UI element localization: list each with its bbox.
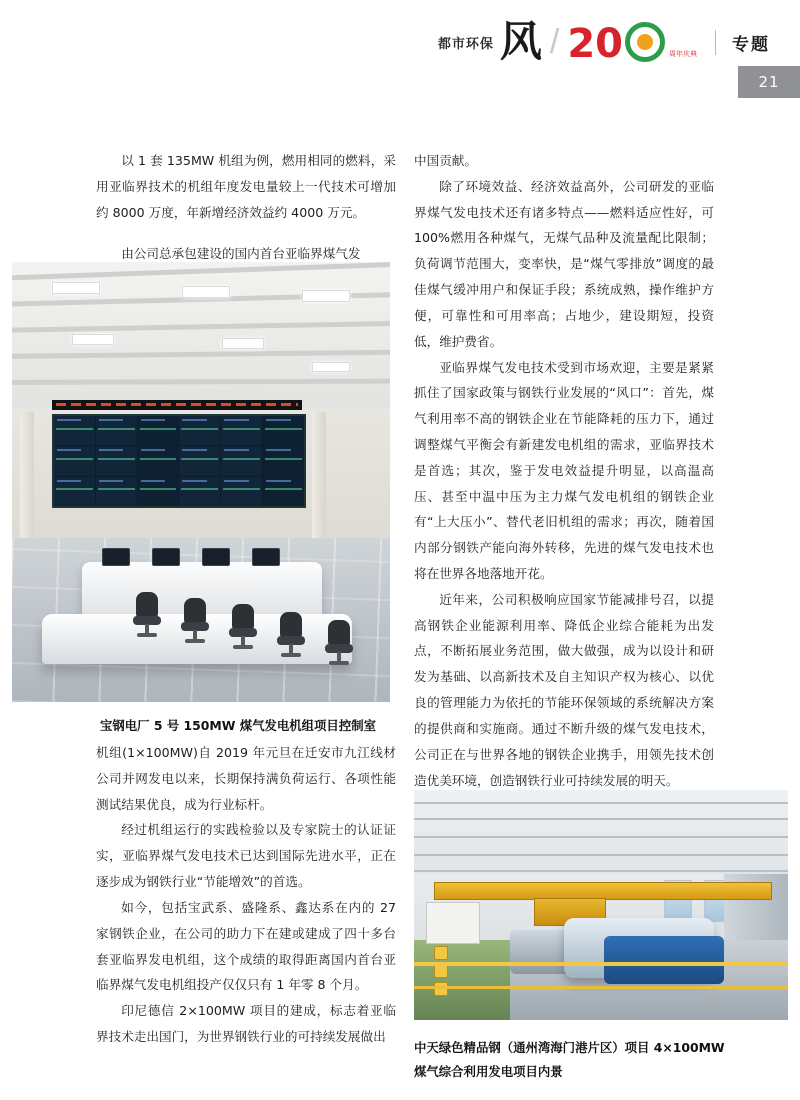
- paragraph: 中国贡献。: [414, 153, 477, 168]
- control-room-photo: [12, 262, 390, 702]
- control-panel: [426, 902, 480, 944]
- anniversary-subtitle: 周年庆典: [669, 51, 697, 58]
- figure-control-room: [12, 262, 390, 702]
- paragraph: 除了环境效益、经济效益高外，公司研发的亚临界煤气发电技术还有诸多特点——燃料适应性好，可100%燃用各种煤气，无煤气品种及流量配比限制；负荷调节范围大，变率快，是“煤气零排放”调度的最佳煤气缓冲用户和保证手段；系统成熟，操作维护方便，可靠性和可用率高；占地少，建设期短，投资低，维护费省。: [414, 178, 714, 349]
- page-header: [0, 0, 800, 110]
- figure-2-caption: [414, 1036, 788, 1083]
- brand-name-cn: 都市环保: [437, 36, 494, 52]
- masthead: [438, 16, 770, 68]
- ceiling: [12, 262, 390, 412]
- paragraph-lead: 由公司总承包建设的国内首台亚临界煤气发: [121, 246, 361, 261]
- turbine-blue-unit: [604, 936, 724, 984]
- brand-logo-glyph: 风: [499, 17, 542, 66]
- separator-slash: /: [549, 22, 560, 61]
- pillar-right: [312, 412, 326, 542]
- floor-rail: [414, 986, 788, 989]
- page-number-badge: 21: [738, 66, 800, 98]
- right-column: [414, 148, 714, 819]
- figure-2-caption-line1: 中天绿色精品钢（通州湾海门港片区）项目 4×100MW: [414, 1040, 725, 1055]
- left-column-bottom: [96, 740, 396, 1050]
- anniversary-number: 20: [567, 21, 623, 67]
- paragraph: 机组(1×100MW)自 2019 年元旦在迁安市九江线材公司并网发电以来，长期保持满负荷运行、各项性能测试结果优良，成为行业标杆。: [96, 745, 396, 812]
- figure-turbine-hall: [414, 790, 788, 1020]
- figure-1-caption: 宝钢电厂 5 号 150MW 煤气发电机组项目控制室: [100, 718, 376, 733]
- roof-structure: [414, 790, 788, 878]
- anniversary-logo: [567, 21, 697, 67]
- pillar-left: [20, 412, 34, 542]
- video-wall: [52, 414, 306, 508]
- safety-sign-icon: [434, 964, 448, 978]
- office-chair: [228, 604, 258, 650]
- led-ticker: [52, 400, 302, 410]
- safety-sign-icon: [434, 982, 448, 996]
- office-chair: [132, 592, 162, 638]
- safety-sign-icon: [434, 946, 448, 960]
- paragraph: 经过机组运行的实践检验以及专家院士的认证证实，亚临界煤气发电技术已达到国际先进水平，正在逐步成为钢铁行业“节能增效”的首选。: [96, 822, 396, 890]
- figure-2-caption-line2: 煤气综合利用发电项目内景: [414, 1063, 563, 1079]
- paragraph: 以 1 套 135MW 机组为例，燃用相同的燃料，采用亚临界技术的机组年度发电量较上一代技术可增加约 8000 万度，年新增经济效益约 4000 万元。: [96, 153, 396, 220]
- paragraph: 如今，包括宝武系、盛隆系、鑫达系在内的 27 家钢铁企业，在公司的助力下在建或建成了四十多台套亚临界发电机组，这个成绩的取得距离国内首台亚临界煤气发电机组投产仅仅只有 1 年零 8 个月。: [96, 899, 396, 993]
- turbine-hall-photo: [414, 790, 788, 1020]
- office-chair: [276, 612, 306, 658]
- paragraph: 印尼德信 2×100MW 项目的建成，标志着亚临界技术走出国门，为世界钢铁行业的可持续发展做出: [96, 1003, 396, 1044]
- floor-rail: [414, 962, 788, 966]
- office-chair: [180, 598, 210, 644]
- paragraph: 亚临界煤气发电技术受到市场欢迎，主要是紧紧抓住了国家政策与钢铁行业发展的“风口”：首先，煤气利用率不高的钢铁企业在节能降耗的压力下，通过调整煤气平衡会有新建发电机组的需求，亚临界技术是首选；其次，鉴于发电效益提升明显，以高温高压、甚至中温中压为主力煤气发电机组的钢铁企业有“上大压小”、替代老旧机组的需求；再次，随着国内部分钢铁产能向海外转移，先进的煤气发电技术也将在世界各地落地开花。: [414, 359, 714, 581]
- section-label: 专题: [715, 30, 770, 55]
- anniversary-ring-icon: [625, 22, 665, 62]
- office-chair: [324, 620, 354, 666]
- paragraph: 近年来，公司积极响应国家节能减排号召，以提高钢铁企业能源利用率、降低企业综合能耗为出发点，不断拓展业务范围，做大做强，成为以设计和研发为基础、以高新技术及自主知识产权为核心、以优良的管理能力为依托的节能环保领域的系统解决方案的提供商和实施商。通过不断升级的煤气发电技术，公司正在与世界各地的钢铁企业携手，用领先技术创造优美环境，创造钢铁行业可持续发展的明天。: [414, 591, 714, 788]
- left-column-top: [96, 148, 396, 248]
- green-floor-area: [414, 940, 510, 1020]
